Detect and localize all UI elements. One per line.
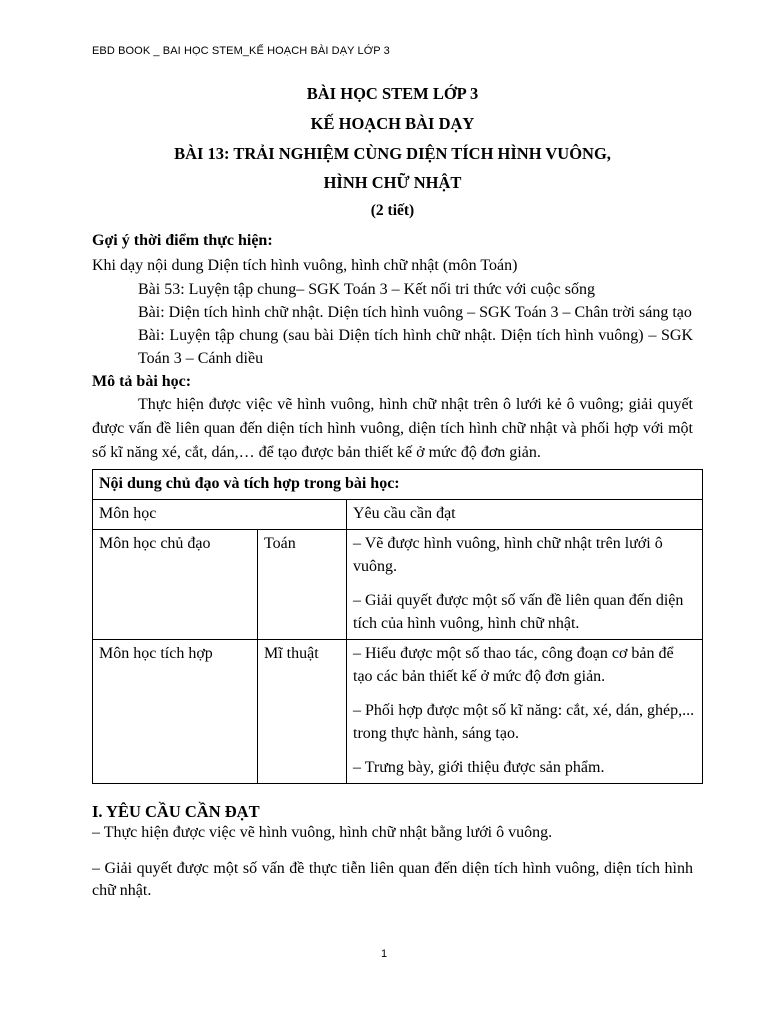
requirements-cell — [347, 640, 703, 784]
title-line-4: HÌNH CHỮ NHẬT — [323, 173, 462, 192]
page-header: EBD BOOK _ BAI HỌC STEM_KẾ HOẠCH BÀI DẠY LỚP 3 — [92, 45, 390, 57]
description-text: Thực hiện được việc vẽ hình vuông, hình chữ nhật trên ô lưới kẻ ô vuông; giải quyết được vấn đề liên quan đến diện tích hình vuông, diện tích hình chữ nhật và phối hợp với một số kĩ năng xé, cắt, dán,… để tạo được bản thiết kế ở mức độ đơn giản. — [92, 396, 693, 461]
timing-item: Bài: Luyện tập chung (sau bài Diện tích hình chữ nhật. Diện tích hình vuông) – SGK Toán 3 – Cánh diều — [138, 326, 693, 367]
requirement-item: – Giải quyết được một số vấn đề liên quan đến diện tích của hình vuông, hình chữ nhật. — [353, 592, 684, 632]
timing-item: Bài: Diện tích hình chữ nhật. Diện tích hình vuông – SGK Toán 3 – Chân trời sáng tạo — [138, 303, 692, 321]
table-row — [93, 640, 703, 784]
section-item: – Giải quyết được một số vấn đề thực tiễn liên quan đến diện tích hình vuông, diện tích hình chữ nhật. — [92, 860, 693, 899]
timing-heading: Gợi ý thời điểm thực hiện: — [92, 232, 273, 249]
description-heading: Mô tả bài học: — [92, 372, 192, 390]
col-requirement-header: Yêu cầu cần đạt — [347, 500, 703, 530]
table-row — [93, 530, 703, 640]
requirement-item: – Hiểu được một số thao tác, công đoạn cơ bản để tạo các bản thiết kế ở mức độ đơn giản. — [353, 645, 674, 685]
section-item: – Thực hiện được việc vẽ hình vuông, hình chữ nhật bằng lưới ô vuông. — [92, 824, 553, 841]
page-number: 1 — [380, 948, 388, 960]
table-title-row — [93, 470, 703, 500]
title-line-3: BÀI 13: TRẢI NGHIỆM CÙNG DIỆN TÍCH HÌNH VUÔNG, — [174, 144, 611, 163]
subject-cell: Mĩ thuật — [258, 640, 347, 784]
timing-intro: Khi dạy nội dung Diện tích hình vuông, hình chữ nhật (môn Toán) — [92, 257, 518, 274]
section-heading: I. YÊU CẦU CẦN ĐẠT — [92, 802, 260, 821]
subject-type-cell: Môn học chủ đạo — [93, 530, 258, 640]
title-line-5: (2 tiết) — [370, 202, 415, 219]
table-header-row — [93, 500, 703, 530]
requirement-item: – Vẽ được hình vuông, hình chữ nhật trên lưới ô vuông. — [353, 535, 663, 575]
col-subject-header: Môn học — [93, 500, 347, 530]
subject-cell: Toán — [258, 530, 347, 640]
integration-table — [92, 469, 703, 784]
requirements-cell — [347, 530, 703, 640]
requirement-item: – Trưng bày, giới thiệu được sản phẩm. — [353, 759, 605, 776]
title-line-1: BÀI HỌC STEM LỚP 3 — [306, 84, 479, 103]
title-line-2: KẾ HOẠCH BÀI DẠY — [310, 114, 475, 133]
document-body — [92, 84, 693, 902]
table-title: Nội dung chủ đạo và tích hợp trong bài học: — [93, 470, 703, 500]
requirement-item: – Phối hợp được một số kĩ năng: cắt, xé, dán, ghép,... trong thực hành, sáng tạo. — [353, 702, 695, 742]
subject-type-cell: Môn học tích hợp — [93, 640, 258, 784]
timing-item: Bài 53: Luyện tập chung– SGK Toán 3 – Kết nối tri thức với cuộc sống — [138, 280, 595, 298]
